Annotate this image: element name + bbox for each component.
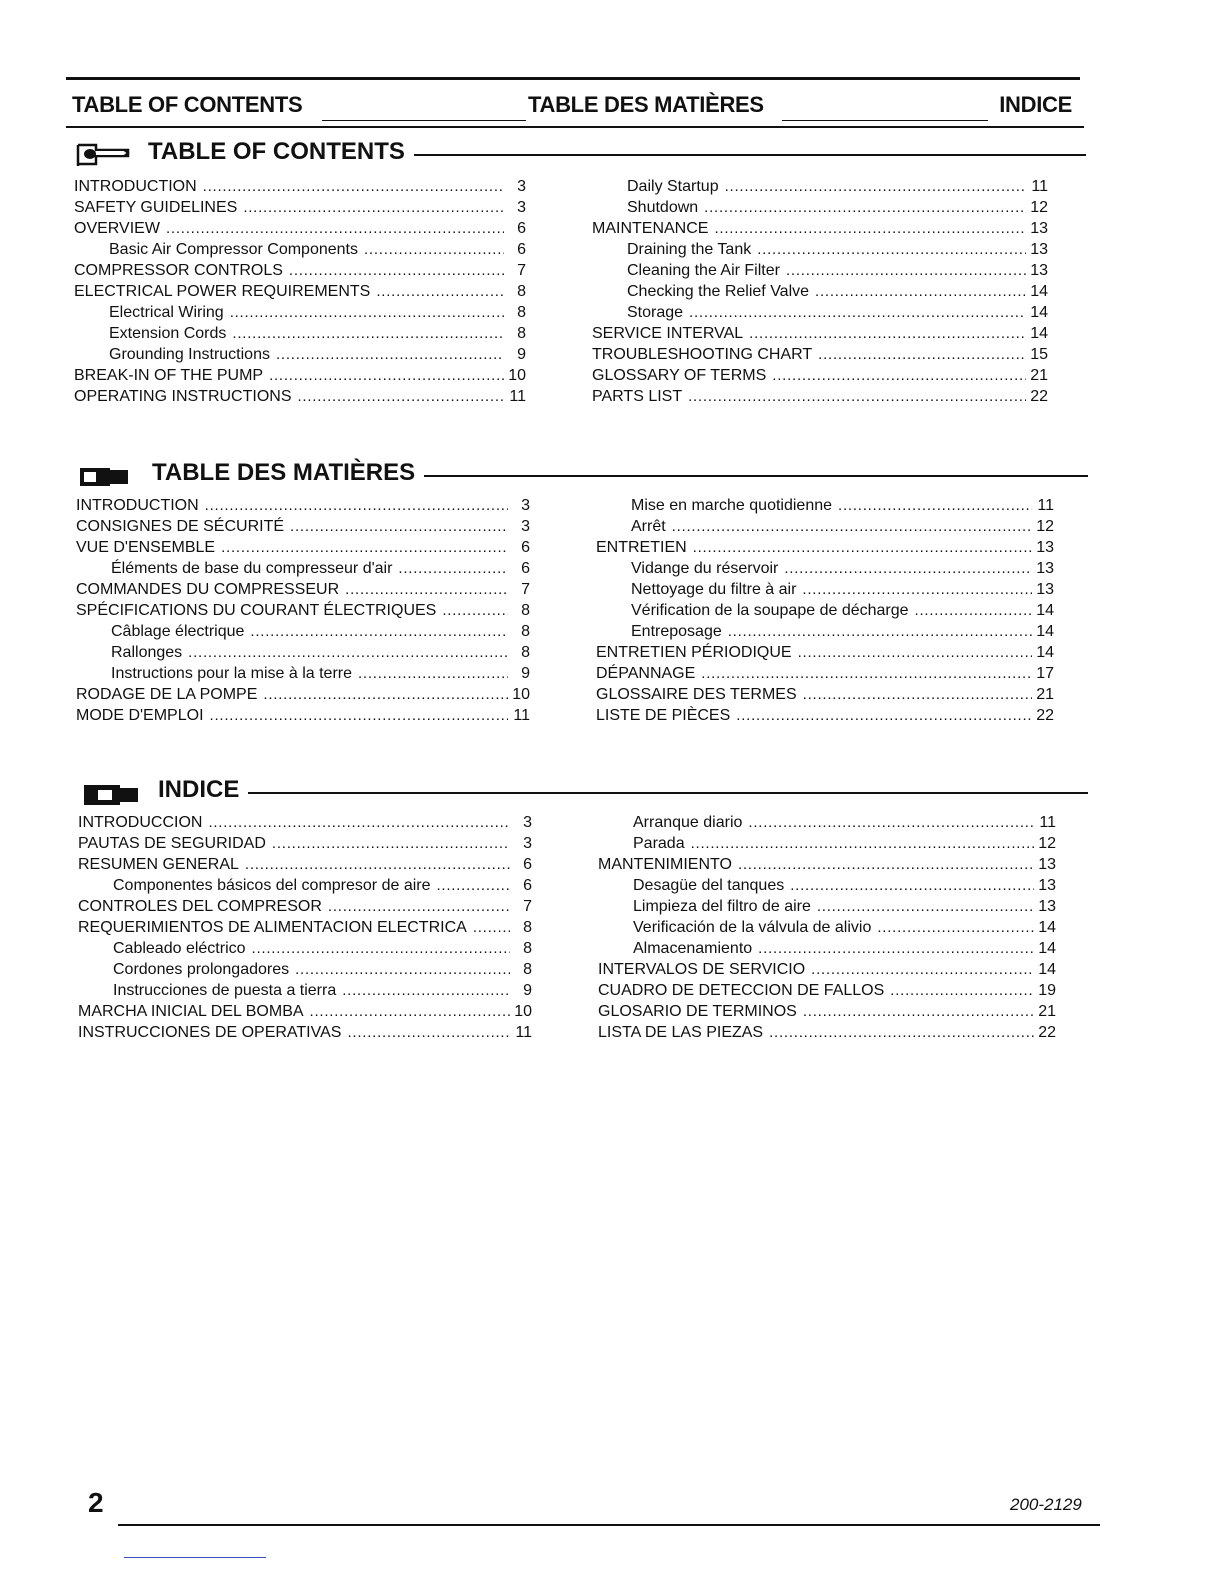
toc-entry[interactable] — [598, 980, 1056, 1001]
toc-entry-label: SERVICE INTERVAL — [592, 325, 744, 342]
dot-leader — [786, 260, 1026, 281]
dot-leader — [166, 218, 504, 239]
toc-entry-page: 6 — [517, 220, 526, 237]
section-rule — [424, 475, 1088, 477]
toc-entry-label: RESUMEN GENERAL — [78, 856, 239, 873]
toc-entry-label: OPERATING INSTRUCTIONS — [74, 388, 292, 405]
toc-entry-label: Basic Air Compressor Components — [109, 241, 358, 258]
toc-entry-page: 17 — [1036, 665, 1054, 682]
toc-entry-page: 9 — [521, 665, 530, 682]
toc-entry[interactable] — [598, 812, 1056, 833]
toc-entry-label: Vérification de la soupape de décharge — [631, 602, 909, 619]
dot-leader — [738, 854, 1034, 875]
toc-entry-page: 21 — [1030, 367, 1048, 384]
toc-entry[interactable] — [76, 537, 530, 558]
toc-entry-label: DÉPANNAGE — [596, 665, 696, 682]
toc-entry-page: 14 — [1036, 623, 1054, 640]
toc-entry-page: 8 — [523, 961, 532, 978]
toc-column-left — [78, 812, 532, 1043]
header-french: TABLE DES MATIÈRES — [528, 92, 764, 117]
section-heading — [78, 459, 1088, 493]
dot-leader — [442, 600, 508, 621]
toc-entry-label: MANTENIMIENTO — [598, 856, 732, 873]
dot-leader — [358, 663, 508, 684]
toc-column-right — [598, 812, 1056, 1043]
dot-leader — [205, 495, 508, 516]
toc-entry-label: BREAK-IN OF THE PUMP — [74, 367, 264, 384]
toc-entry-page: 3 — [523, 835, 532, 852]
toc-entry-label: Checking the Relief Valve — [627, 283, 810, 300]
toc-entry-page: 22 — [1030, 388, 1048, 405]
toc-entry-label: Vidange du réservoir — [631, 560, 779, 577]
toc-entry[interactable] — [596, 600, 1054, 621]
toc-entry-page: 13 — [1036, 581, 1054, 598]
dot-leader — [784, 558, 1032, 579]
toc-entry-page: 9 — [523, 982, 532, 999]
toc-entry-page: 6 — [523, 856, 532, 873]
dot-leader — [714, 218, 1026, 239]
header-spanish: INDICE — [999, 92, 1072, 117]
toc-entry[interactable] — [596, 579, 1054, 600]
toc-entry-label: CONSIGNES DE SÉCURITÉ — [76, 518, 285, 535]
toc-entry-page: 13 — [1036, 560, 1054, 577]
toc-entry[interactable] — [596, 705, 1054, 726]
toc-entry-page: 13 — [1038, 856, 1056, 873]
toc-entry[interactable] — [76, 516, 530, 537]
dot-leader — [298, 386, 505, 407]
header-bottom-rule — [66, 126, 1084, 128]
toc-entry-page: 14 — [1030, 304, 1048, 321]
toc-entry-page: 10 — [512, 686, 530, 703]
dot-leader — [688, 386, 1026, 407]
dot-leader — [263, 684, 508, 705]
toc-entry[interactable] — [78, 959, 532, 980]
toc-entry-page: 13 — [1036, 539, 1054, 556]
toc-entry[interactable] — [78, 1022, 532, 1043]
toc-entry-page: 22 — [1038, 1024, 1056, 1041]
toc-entry-label: SPÉCIFICATIONS DU COURANT ÉLECTRIQUES — [76, 602, 437, 619]
dot-leader — [757, 239, 1026, 260]
toc-column-right — [592, 176, 1048, 407]
toc-entry[interactable] — [74, 197, 526, 218]
toc-entry-page: 22 — [1036, 707, 1054, 724]
toc-entry-page: 10 — [508, 367, 526, 384]
toc-entry-page: 14 — [1038, 940, 1056, 957]
dot-leader — [364, 239, 504, 260]
toc-entry-label: Nettoyage du filtre à air — [631, 581, 797, 598]
dot-leader — [772, 365, 1026, 386]
toc-entry-label: INSTRUCCIONES DE OPERATIVAS — [78, 1024, 342, 1041]
toc-entry[interactable] — [76, 495, 530, 516]
top-rule — [66, 77, 1080, 80]
document-code: 200-2129 — [1010, 1495, 1082, 1514]
dot-leader — [818, 344, 1026, 365]
dot-leader — [345, 579, 508, 600]
toc-entry-label: GLOSSAIRE DES TERMES — [596, 686, 797, 703]
toc-entry[interactable] — [76, 558, 530, 579]
toc-entry[interactable] — [76, 684, 530, 705]
dot-leader — [473, 917, 510, 938]
toc-entry[interactable] — [596, 663, 1054, 684]
dot-leader — [252, 938, 510, 959]
dot-leader — [230, 302, 504, 323]
toc-entry[interactable] — [592, 176, 1048, 197]
toc-entry-page: 6 — [517, 241, 526, 258]
toc-entry-page: 13 — [1030, 220, 1048, 237]
dot-leader — [803, 1001, 1034, 1022]
toc-entry-label: CUADRO DE DETECCION DE FALLOS — [598, 982, 885, 999]
toc-entry[interactable] — [596, 495, 1054, 516]
dot-leader — [221, 537, 508, 558]
toc-entry-label: Limpieza del filtro de aire — [633, 898, 811, 915]
toc-entry[interactable] — [74, 344, 526, 365]
toc-entry-page: 8 — [517, 304, 526, 321]
toc-entry-label: MAINTENANCE — [592, 220, 709, 237]
toc-entry[interactable] — [596, 558, 1054, 579]
dot-leader — [701, 663, 1032, 684]
dot-leader — [811, 959, 1034, 980]
section-title: TABLE OF CONTENTS — [148, 138, 405, 165]
dot-leader — [342, 980, 510, 1001]
dot-leader — [269, 365, 504, 386]
toc-entry-label: PARTS LIST — [592, 388, 683, 405]
toc-entry[interactable] — [598, 1001, 1056, 1022]
dot-leader — [748, 812, 1034, 833]
dot-leader — [347, 1022, 510, 1043]
toc-entry-page: 8 — [517, 325, 526, 342]
toc-entry-label: ELECTRICAL POWER REQUIREMENTS — [74, 283, 371, 300]
toc-entry-label: REQUERIMIENTOS DE ALIMENTACION ELECTRICA — [78, 919, 467, 936]
dot-leader — [290, 516, 508, 537]
toc-entry[interactable] — [598, 833, 1056, 854]
toc-entry-label: COMPRESSOR CONTROLS — [74, 262, 283, 279]
toc-entry-page: 3 — [517, 199, 526, 216]
toc-entry-label: Electrical Wiring — [109, 304, 224, 321]
toc-entry[interactable] — [592, 323, 1048, 344]
dot-leader — [915, 600, 1032, 621]
toc-entry-page: 13 — [1038, 877, 1056, 894]
toc-entry-label: LISTE DE PIÈCES — [596, 707, 731, 724]
toc-entry-label: Grounding Instructions — [109, 346, 270, 363]
toc-entry[interactable] — [78, 833, 532, 854]
toc-entry[interactable] — [76, 600, 530, 621]
toc-entry-label: Éléments de base du compresseur d'air — [111, 560, 393, 577]
toc-entry[interactable] — [76, 642, 530, 663]
toc-entry-label: INTRODUCTION — [76, 497, 199, 514]
toc-entry-label: Instructions pour la mise à la terre — [111, 665, 352, 682]
toc-entry-page: 12 — [1038, 835, 1056, 852]
toc-entry[interactable] — [598, 854, 1056, 875]
dot-leader — [295, 959, 510, 980]
toc-column-right — [596, 495, 1054, 726]
toc-entry-label: Arrêt — [631, 518, 666, 535]
toc-entry-label: GLOSARIO DE TERMINOS — [598, 1003, 797, 1020]
toc-entry-label: Storage — [627, 304, 684, 321]
toc-column-left — [74, 176, 526, 407]
section-heading — [82, 776, 1088, 810]
toc-entry[interactable] — [596, 642, 1054, 663]
toc-entry-page: 8 — [521, 644, 530, 661]
toc-entry[interactable] — [598, 917, 1056, 938]
toc-entry-page: 3 — [523, 814, 532, 831]
toc-entry[interactable] — [592, 197, 1048, 218]
toc-entry-page: 13 — [1030, 262, 1048, 279]
toc-entry-page: 11 — [513, 707, 530, 724]
toc-entry[interactable] — [598, 1022, 1056, 1043]
toc-entry-label: Draining the Tank — [627, 241, 752, 258]
toc-entry-label: COMMANDES DU COMPRESSEUR — [76, 581, 340, 598]
toc-entry-label: ENTRETIEN — [596, 539, 687, 556]
section-rule — [414, 154, 1086, 156]
dot-leader — [769, 1022, 1034, 1043]
toc-entry-label: VUE D'ENSEMBLE — [76, 539, 216, 556]
toc-entry-page: 8 — [523, 919, 532, 936]
toc-entry-label: Verificación de la válvula de alivio — [633, 919, 872, 936]
toc-entry[interactable] — [78, 938, 532, 959]
toc-entry-page: 6 — [521, 539, 530, 556]
dot-leader — [398, 558, 508, 579]
toc-entry-label: Componentes básicos del compresor de aire — [113, 877, 431, 894]
dot-leader — [203, 176, 504, 197]
dot-leader — [245, 854, 510, 875]
dot-leader — [188, 642, 508, 663]
toc-entry[interactable] — [76, 705, 530, 726]
dot-leader — [210, 705, 508, 726]
toc-entry-page: 14 — [1030, 325, 1048, 342]
toc-entry-label: Shutdown — [627, 199, 699, 216]
toc-entry-page: 14 — [1038, 961, 1056, 978]
header-underline-2 — [782, 120, 988, 121]
toc-entry-label: Desagüe del tanques — [633, 877, 785, 894]
toc-entry-page: 3 — [517, 178, 526, 195]
toc-entry-page: 12 — [1036, 518, 1054, 535]
dot-leader — [310, 1001, 510, 1022]
dot-leader — [276, 344, 504, 365]
toc-entry[interactable] — [596, 684, 1054, 705]
toc-entry[interactable] — [596, 621, 1054, 642]
toc-entry[interactable] — [76, 579, 530, 600]
dot-leader — [243, 197, 504, 218]
toc-entry-label: Instrucciones de puesta a tierra — [113, 982, 337, 999]
book-closed-icon — [82, 782, 140, 808]
dot-leader — [758, 938, 1034, 959]
toc-entry[interactable] — [592, 260, 1048, 281]
toc-entry-page: 3 — [521, 497, 530, 514]
toc-entry-page: 8 — [523, 940, 532, 957]
toc-entry-label: Cableado eléctrico — [113, 940, 246, 957]
toc-entry-label: OVERVIEW — [74, 220, 160, 237]
toc-entry-page: 15 — [1030, 346, 1048, 363]
dot-leader — [232, 323, 504, 344]
toc-entry[interactable] — [74, 260, 526, 281]
toc-entry-label: MODE D'EMPLOI — [76, 707, 204, 724]
toc-entry-label: Daily Startup — [627, 178, 719, 195]
toc-entry[interactable] — [78, 917, 532, 938]
toc-entry-page: 7 — [523, 898, 532, 915]
dot-leader — [691, 833, 1034, 854]
toc-entry-page: 8 — [521, 623, 530, 640]
dot-leader — [815, 281, 1026, 302]
dot-leader — [798, 642, 1032, 663]
dot-leader — [877, 917, 1034, 938]
book-closed-icon — [78, 465, 130, 489]
toc-entry-label: INTRODUCTION — [74, 178, 197, 195]
footer-mark — [124, 1557, 266, 1558]
dot-leader — [289, 260, 504, 281]
toc-entry-page: 14 — [1036, 644, 1054, 661]
toc-entry[interactable] — [78, 854, 532, 875]
toc-entry-page: 6 — [521, 560, 530, 577]
toc-entry-page: 7 — [517, 262, 526, 279]
toc-entry-page: 13 — [1038, 898, 1056, 915]
toc-entry-page: 13 — [1030, 241, 1048, 258]
dot-leader — [838, 495, 1032, 516]
toc-entry-label: Cleaning the Air Filter — [627, 262, 780, 279]
dot-leader — [693, 537, 1032, 558]
toc-entry-label: RODAGE DE LA POMPE — [76, 686, 258, 703]
dot-leader — [328, 896, 510, 917]
dot-leader — [802, 579, 1032, 600]
toc-entry[interactable] — [74, 302, 526, 323]
toc-entry-label: INTRODUCCION — [78, 814, 203, 831]
toc-entry-page: 14 — [1030, 283, 1048, 300]
toc-entry[interactable] — [78, 1001, 532, 1022]
toc-entry[interactable] — [592, 365, 1048, 386]
toc-entry-label: Almacenamiento — [633, 940, 753, 957]
toc-entry-page: 3 — [521, 518, 530, 535]
toc-entry-page: 14 — [1038, 919, 1056, 936]
dot-leader — [817, 896, 1034, 917]
toc-entry-page: 8 — [517, 283, 526, 300]
toc-entry-page: 11 — [1039, 814, 1056, 831]
book-open-icon — [76, 142, 130, 168]
dot-leader — [704, 197, 1026, 218]
dot-leader — [437, 875, 511, 896]
toc-entry-page: 6 — [523, 877, 532, 894]
toc-entry-page: 11 — [509, 388, 526, 405]
footer-rule — [118, 1524, 1100, 1526]
dot-leader — [790, 875, 1034, 896]
toc-entry[interactable] — [74, 323, 526, 344]
toc-entry[interactable] — [598, 875, 1056, 896]
dot-leader — [725, 176, 1026, 197]
toc-entry[interactable] — [596, 537, 1054, 558]
toc-entry-label: CONTROLES DEL COMPRESOR — [78, 898, 322, 915]
toc-entry[interactable] — [596, 516, 1054, 537]
toc-entry-label: MARCHA INICIAL DEL BOMBA — [78, 1003, 304, 1020]
toc-entry[interactable] — [78, 896, 532, 917]
toc-entry-page: 9 — [517, 346, 526, 363]
toc-entry[interactable] — [76, 663, 530, 684]
toc-entry-label: LISTA DE LAS PIEZAS — [598, 1024, 764, 1041]
toc-entry-label: INTERVALOS DE SERVICIO — [598, 961, 806, 978]
dot-leader — [208, 812, 510, 833]
toc-entry[interactable] — [598, 959, 1056, 980]
dot-leader — [672, 516, 1032, 537]
dot-leader — [272, 833, 510, 854]
dot-leader — [736, 705, 1032, 726]
toc-entry[interactable] — [78, 980, 532, 1001]
header-english: TABLE OF CONTENTS — [72, 92, 303, 117]
toc-entry[interactable] — [74, 239, 526, 260]
toc-entry-label: Câblage électrique — [111, 623, 245, 640]
toc-entry[interactable] — [592, 239, 1048, 260]
toc-entry-label: Rallonges — [111, 644, 183, 661]
toc-entry-page: 10 — [514, 1003, 532, 1020]
toc-entry-label: TROUBLESHOOTING CHART — [592, 346, 813, 363]
toc-entry-label: Parada — [633, 835, 685, 852]
toc-entry[interactable] — [76, 621, 530, 642]
toc-entry-label: GLOSSARY OF TERMS — [592, 367, 767, 384]
toc-entry[interactable] — [78, 875, 532, 896]
toc-entry[interactable] — [592, 386, 1048, 407]
header-underline-1 — [322, 120, 526, 121]
toc-entry[interactable] — [592, 218, 1048, 239]
dot-leader — [376, 281, 504, 302]
section-title: INDICE — [158, 776, 240, 803]
toc-entry-page: 12 — [1030, 199, 1048, 216]
toc-entry[interactable] — [598, 896, 1056, 917]
dot-leader — [250, 621, 508, 642]
toc-entry-page: 11 — [1031, 178, 1048, 195]
toc-entry-page: 21 — [1036, 686, 1054, 703]
page-number: 2 — [88, 1487, 104, 1518]
toc-entry[interactable] — [592, 302, 1048, 323]
toc-entry-page: 11 — [1037, 497, 1054, 514]
dot-leader — [728, 621, 1032, 642]
dot-leader — [803, 684, 1032, 705]
toc-entry-label: Mise en marche quotidienne — [631, 497, 833, 514]
dot-leader — [890, 980, 1034, 1001]
toc-entry-page: 11 — [515, 1024, 532, 1041]
toc-entry-label: Extension Cords — [109, 325, 227, 342]
toc-entry-page: 19 — [1038, 982, 1056, 999]
toc-entry-label: Entreposage — [631, 623, 722, 640]
toc-entry[interactable] — [74, 176, 526, 197]
toc-column-left — [76, 495, 530, 726]
toc-entry[interactable] — [74, 386, 526, 407]
dot-leader — [689, 302, 1026, 323]
toc-entry-page: 21 — [1038, 1003, 1056, 1020]
toc-entry-page: 8 — [521, 602, 530, 619]
toc-entry[interactable] — [78, 812, 532, 833]
section-heading — [74, 138, 1086, 172]
toc-entry-label: ENTRETIEN PÉRIODIQUE — [596, 644, 792, 661]
toc-entry-label: PAUTAS DE SEGURIDAD — [78, 835, 266, 852]
toc-entry[interactable] — [598, 938, 1056, 959]
section-title: TABLE DES MATIÈRES — [152, 459, 416, 486]
toc-entry[interactable] — [592, 281, 1048, 302]
toc-entry[interactable] — [74, 281, 526, 302]
section-rule — [248, 792, 1088, 794]
toc-entry-label: SAFETY GUIDELINES — [74, 199, 238, 216]
toc-entry-label: Cordones prolongadores — [113, 961, 290, 978]
toc-entry-page: 14 — [1036, 602, 1054, 619]
toc-entry[interactable] — [74, 218, 526, 239]
page-header — [72, 92, 1084, 128]
toc-entry-label: Arranque diario — [633, 814, 743, 831]
toc-entry[interactable] — [74, 365, 526, 386]
toc-entry-page: 7 — [521, 581, 530, 598]
toc-entry[interactable] — [592, 344, 1048, 365]
dot-leader — [749, 323, 1026, 344]
